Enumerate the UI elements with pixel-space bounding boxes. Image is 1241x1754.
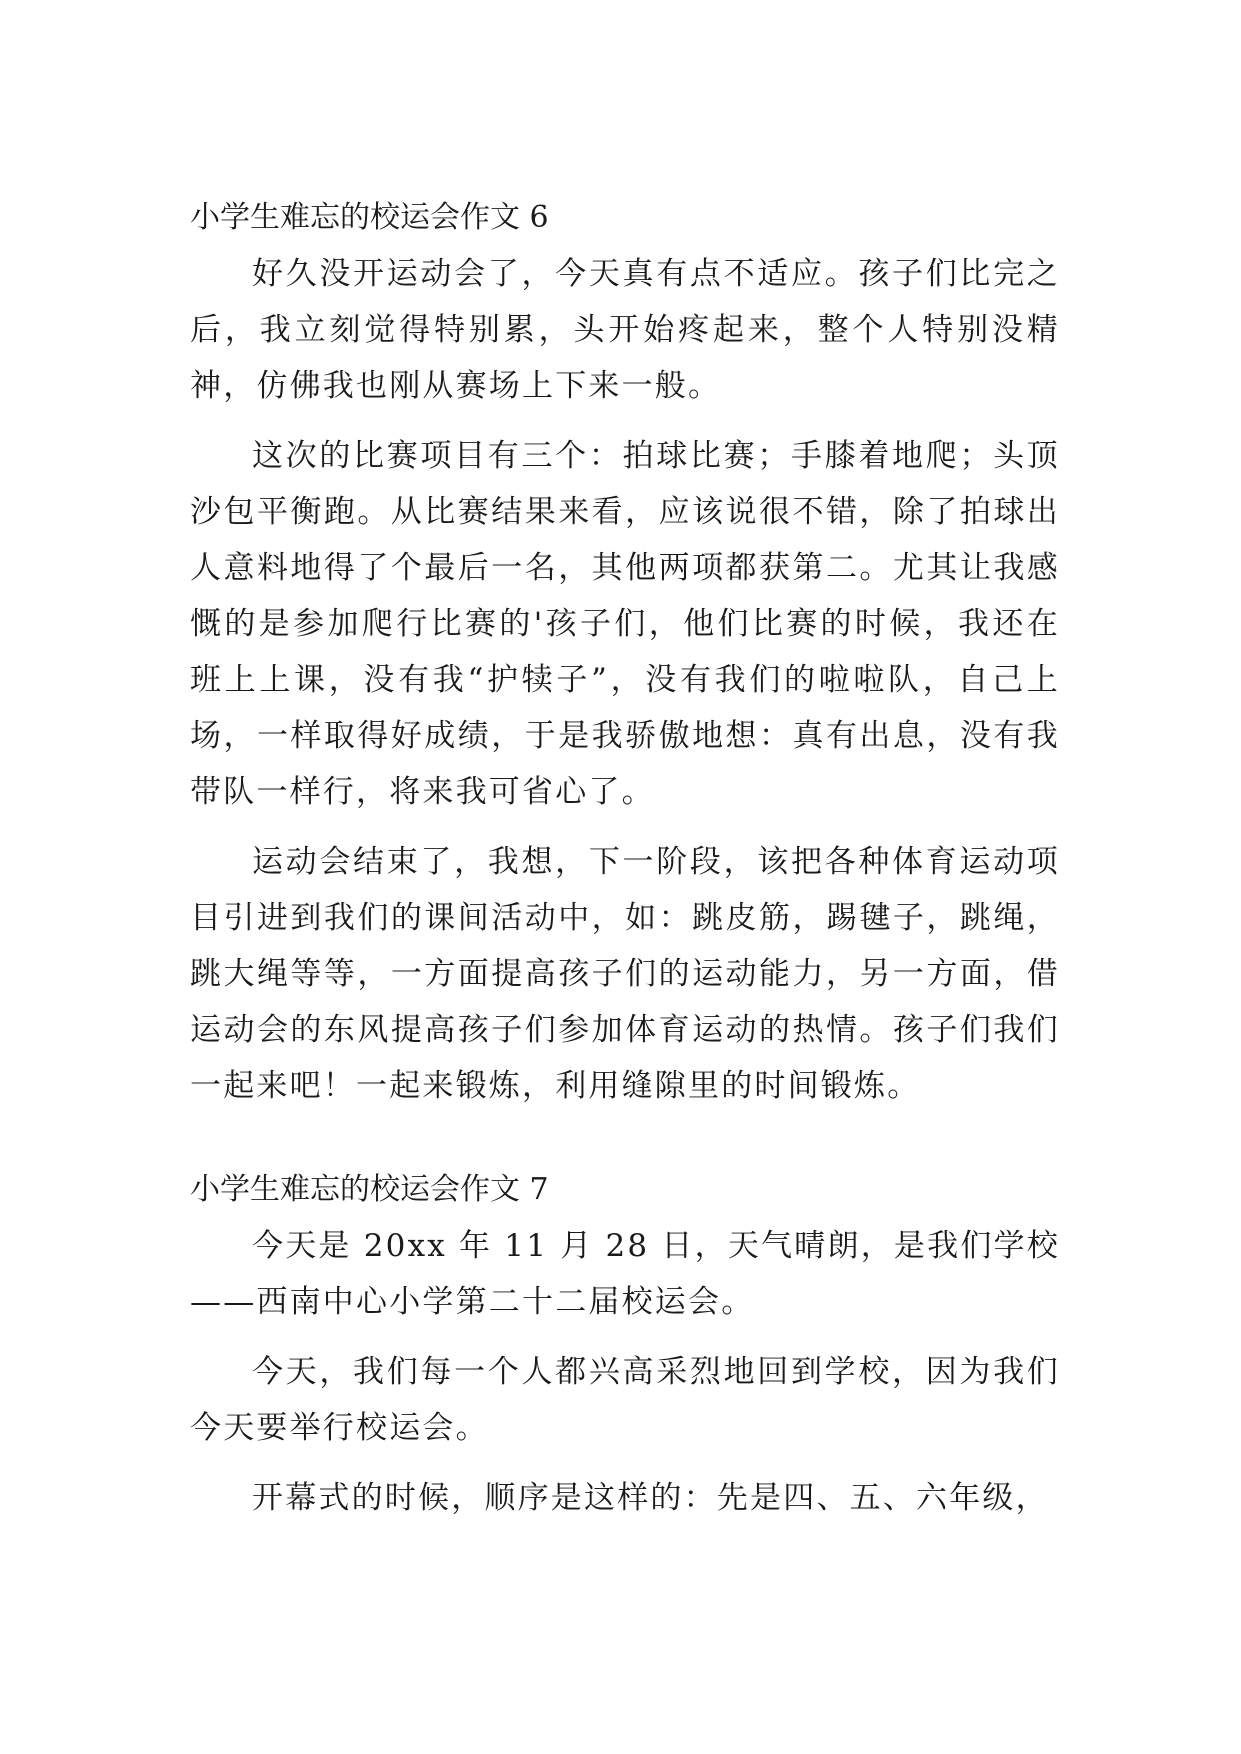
essay-section-7 (190, 1162, 1060, 1526)
essay-section-6 (190, 190, 1060, 1114)
paragraph: 运动会结束了，我想，下一阶段，该把各种体育运动项目引进到我们的课间活动中，如：跳皮筋，踢毽子，跳绳，跳大绳等等，一方面提高孩子们的运动能力，另一方面，借运动会的东风提高孩子们参加体育运动的热情。孩子们我们一起来吧！一起来锻炼，利用缝隙里的时间锻炼。 (190, 844, 1060, 1104)
section-title: 小学生难忘的校运会作文 7 (190, 1172, 549, 1207)
section-title: 小学生难忘的校运会作文 6 (190, 200, 549, 235)
document-page (190, 190, 1060, 1574)
paragraph: 开幕式的时候，顺序是这样的：先是四、五、六年级， (252, 1480, 1049, 1516)
paragraph: 今天，我们每一个人都兴高采烈地回到学校，因为我们今天要举行校运会。 (190, 1354, 1060, 1446)
paragraph: 这次的比赛项目有三个：拍球比赛；手膝着地爬；头顶沙包平衡跑。从比赛结果来看，应该说很不错，除了拍球出人意料地得了个最后一名，其他两项都获第二。尤其让我感慨的是参加爬行比赛的'孩子们，他们比赛的时候，我还在班上上课，没有我“护犊子”，没有我们的啦啦队，自己上场，一样取得好成绩，于是我骄傲地想：真有出息，没有我带队一样行，将来我可省心了。 (190, 438, 1060, 810)
paragraph: 好久没开运动会了，今天真有点不适应。孩子们比完之后，我立刻觉得特别累，头开始疼起来，整个人特别没精神，仿佛我也刚从赛场上下来一般。 (190, 256, 1060, 404)
paragraph: 今天是 20xx 年 11 月 28 日，天气晴朗，是我们学校——西南中心小学第二十二届校运会。 (190, 1228, 1060, 1320)
